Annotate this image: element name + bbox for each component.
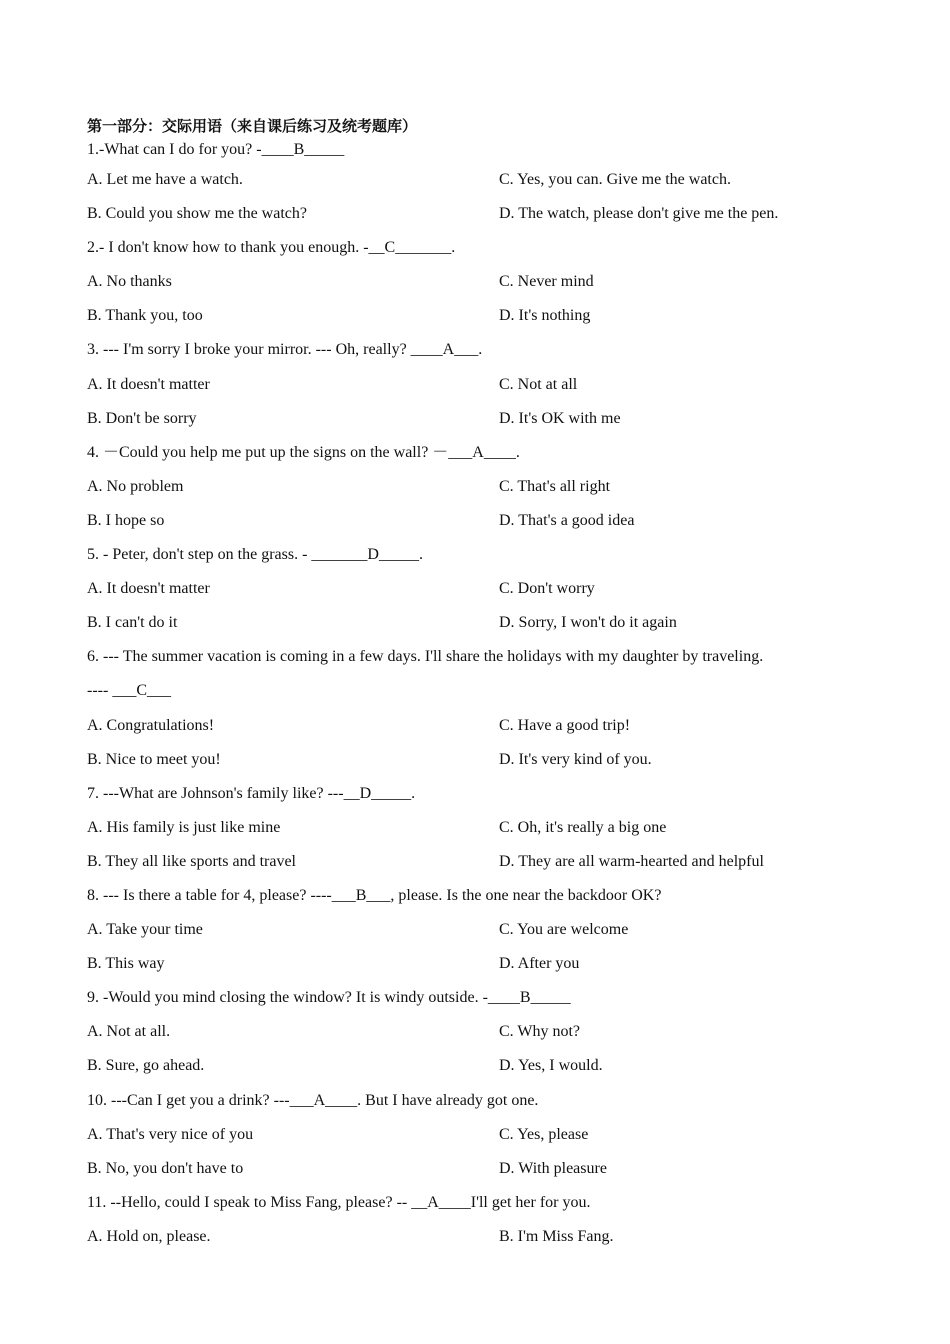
question-7-option-a: A. His family is just like mine [87, 818, 281, 836]
question-1-option-a: A. Let me have a watch. [87, 171, 243, 188]
question-1-option-d: D. The watch, please don't give me the pen. [499, 205, 779, 223]
question-8-option-a: A. Take your time [87, 921, 203, 939]
question-6-option-a: A. Congratulations! [87, 716, 215, 734]
question-9-option-d: D. Yes, I would. [499, 1057, 603, 1075]
question-9-stem: 9. -Would you mind closing the window? It is windy outside. -____B_____ [87, 989, 571, 1007]
question-10-option-a: A. That's very nice of you [87, 1125, 254, 1143]
question-9-option-a: A. Not at all. [87, 1023, 171, 1041]
question-3-option-c: C. Not at all [499, 375, 578, 393]
question-5-stem: 5. - Peter, don't step on the grass. - _______D_____. [87, 546, 423, 564]
question-10-option-d: D. With pleasure [499, 1159, 607, 1177]
question-2-options-row-1 [87, 265, 847, 299]
question-2-option-c: C. Never mind [499, 273, 594, 291]
question-4-option-c: C. That's all right [499, 477, 611, 495]
question-1-option-c: C. Yes, you can. Give me the watch. [499, 171, 731, 188]
question-9-option-b: B. Sure, go ahead. [87, 1057, 205, 1075]
question-3-option-d: D. It's OK with me [499, 409, 621, 427]
section-title: 第一部分：交际用语（来自课后练习及统考题库） [87, 117, 418, 135]
question-9-options-row-1 [87, 1015, 847, 1049]
question-8-option-d: D. After you [499, 955, 580, 973]
question-6-options-row-2 [87, 743, 847, 777]
question-6-answer-line: ---- ___C___ [87, 682, 171, 700]
question-7-option-b: B. They all like sports and travel [87, 852, 296, 870]
question-3-option-a: A. It doesn't matter [87, 375, 210, 393]
question-11-option-b: B. I'm Miss Fang. [499, 1227, 614, 1245]
question-11-stem: 11. --Hello, could I speak to Miss Fang, please? -- __A____I'll get her for you. [87, 1193, 591, 1211]
question-5-option-d: D. Sorry, I won't do it again [499, 614, 677, 632]
question-10-options-row-2 [87, 1152, 847, 1186]
question-10-options-row-1 [87, 1118, 847, 1152]
question-2-option-d: D. It's nothing [499, 307, 591, 325]
question-5-options-row-2 [87, 606, 847, 640]
question-6-option-b: B. Nice to meet you! [87, 750, 221, 768]
question-2-option-a: A. No thanks [87, 273, 172, 291]
question-7-options-row-1 [87, 811, 847, 845]
question-11-option-a: A. Hold on, please. [87, 1227, 211, 1245]
question-6-stem: 6. --- The summer vacation is coming in a few days. I'll share the holidays with my daughter by traveling. [87, 648, 764, 666]
question-5-option-b: B. I can't do it [87, 614, 178, 632]
question-4-stem: 4. －Could you help me put up the signs on the wall? －___A____. [87, 443, 520, 461]
question-8-options-row-1 [87, 913, 847, 947]
question-1-option-b: B. Could you show me the watch? [87, 205, 307, 223]
question-7-option-c: C. Oh, it's really a big one [499, 818, 667, 836]
question-1-options-row-2 [87, 197, 847, 231]
question-7-options-row-2 [87, 845, 847, 879]
question-2-stem: 2.- I don't know how to thank you enough. -__C_______. [87, 239, 456, 257]
question-6-option-c: C. Have a good trip! [499, 716, 631, 734]
question-1-options-row-1 [87, 163, 847, 197]
question-10-option-c: C. Yes, please [499, 1125, 589, 1143]
question-8-options-row-2 [87, 947, 847, 981]
question-4-options-row-1 [87, 470, 847, 504]
question-7-option-d: D. They are all warm-hearted and helpful [499, 852, 764, 870]
question-2-option-b: B. Thank you, too [87, 307, 203, 325]
question-3-option-b: B. Don't be sorry [87, 409, 197, 427]
question-9-option-c: C. Why not? [499, 1023, 581, 1041]
question-3-options-row-1 [87, 368, 847, 402]
question-4-options-row-2 [87, 504, 847, 538]
question-10-option-b: B. No, you don't have to [87, 1159, 244, 1177]
question-4-option-d: D. That's a good idea [499, 511, 635, 529]
question-5-option-c: C. Don't worry [499, 580, 595, 598]
question-7-stem: 7. ---What are Johnson's family like? ---__D_____. [87, 784, 416, 802]
question-11-options-row-1 [87, 1220, 847, 1254]
question-3-stem: 3. --- I'm sorry I broke your mirror. --- Oh, really? ____A___. [87, 341, 483, 359]
question-10-stem: 10. ---Can I get you a drink? ---___A____. But I have already got one. [87, 1091, 539, 1109]
question-8-stem: 8. --- Is there a table for 4, please? ----___B___, please. Is the one near the backdoor OK? [87, 886, 662, 904]
question-6-options-row-1 [87, 709, 847, 743]
exercise-content [87, 114, 847, 1254]
question-8-option-c: C. You are welcome [499, 921, 629, 939]
question-3-options-row-2 [87, 402, 847, 436]
question-2-options-row-2 [87, 299, 847, 333]
question-9-options-row-2 [87, 1049, 847, 1083]
question-1-stem: 1.-What can I do for you? -____B_____ [87, 141, 345, 158]
question-5-options-row-1 [87, 572, 847, 606]
question-4-option-a: A. No problem [87, 477, 184, 495]
question-8-option-b: B. This way [87, 955, 165, 973]
question-5-option-a: A. It doesn't matter [87, 580, 210, 598]
question-4-option-b: B. I hope so [87, 511, 165, 529]
question-6-option-d: D. It's very kind of you. [499, 750, 652, 768]
